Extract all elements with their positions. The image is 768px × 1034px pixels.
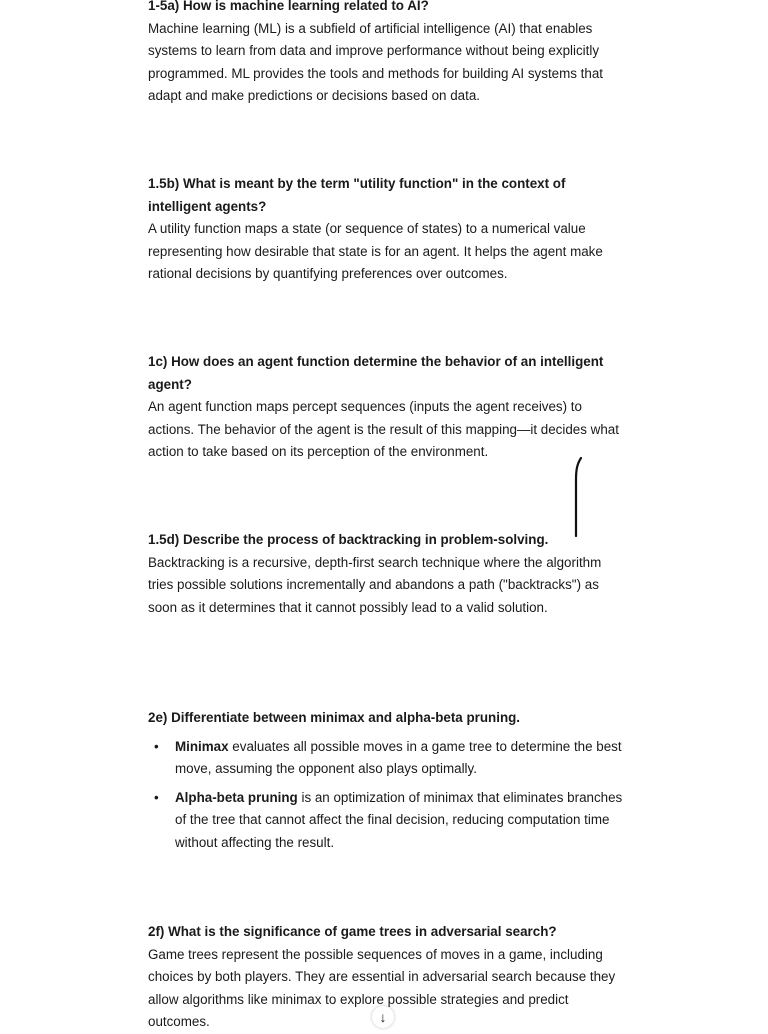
scroll-down-button[interactable] <box>372 1006 394 1028</box>
qa-section-1b <box>148 173 626 351</box>
bullet-icon: • <box>154 738 159 754</box>
arrow-down-icon: ↓ <box>379 1009 387 1025</box>
list-item <box>148 736 626 781</box>
answer-1d: Backtracking is a recursive, depth-first search technique where the algorithm tries possible solutions incrementally and abandons a path ("backtracks") as soon as it determines that it cannot possibly lead to a valid solution. <box>148 554 602 615</box>
answer-1c: An agent function maps percept sequences (inputs the agent receives) to actions. The behavior of the agent is the result of this mapping—it decides what action to take based on its perception of the environment. <box>148 399 619 459</box>
qa-section-2e <box>148 707 626 921</box>
bullet-icon: • <box>154 789 159 805</box>
qa-section-1c <box>148 351 626 529</box>
list-item <box>148 787 626 855</box>
qa-section-1d <box>148 529 626 707</box>
qa-document <box>148 0 626 1034</box>
question-1b: 1.5b) What is meant by the term "utility function" in the context of intelligent agents? <box>148 176 566 214</box>
term-alpha-beta: Alpha-beta pruning <box>175 789 298 805</box>
definition-minimax: evaluates all possible moves in a game tree to determine the best move, assuming the opponent also plays optimally. <box>175 738 622 776</box>
definition-alpha-beta: is an optimization of minimax that eliminates branches of the tree that cannot affect the final decision, reducing computation time without affecting the result. <box>175 789 623 850</box>
answer-2e-list <box>148 736 626 855</box>
qa-section-1a <box>148 0 626 173</box>
answer-1b: A utility function maps a state (or sequence of states) to a numerical value representing how desirable that state is for an agent. It helps the agent make rational decisions by quantifying preferences over outcomes. <box>148 221 603 281</box>
question-1d: 1.5d) Describe the process of backtracking in problem-solving. <box>148 532 549 547</box>
question-2e: 2e) Differentiate between minimax and alpha-beta pruning. <box>148 710 521 725</box>
question-2f: 2f) What is the significance of game trees in adversarial search? <box>148 924 557 939</box>
question-1a: 1-5a) How is machine learning related to AI? <box>148 0 429 13</box>
term-minimax: Minimax <box>175 738 229 754</box>
answer-1a: Machine learning (ML) is a subfield of artificial intelligence (AI) that enables systems to learn from data and improve performance without being explicitly programmed. ML provides the tools and methods for building AI systems that adapt and make predictions or decisions based on data. <box>148 20 604 103</box>
answer-2f: Game trees represent the possible sequences of moves in a game, including choices by both players. They are essential in adversarial search because they allow algorithms like minimax to explore possible strategies and predict outcomes. <box>148 946 616 1029</box>
pen-mark-icon <box>572 456 584 538</box>
question-1c: 1c) How does an agent function determine the behavior of an intelligent agent? <box>148 354 604 392</box>
